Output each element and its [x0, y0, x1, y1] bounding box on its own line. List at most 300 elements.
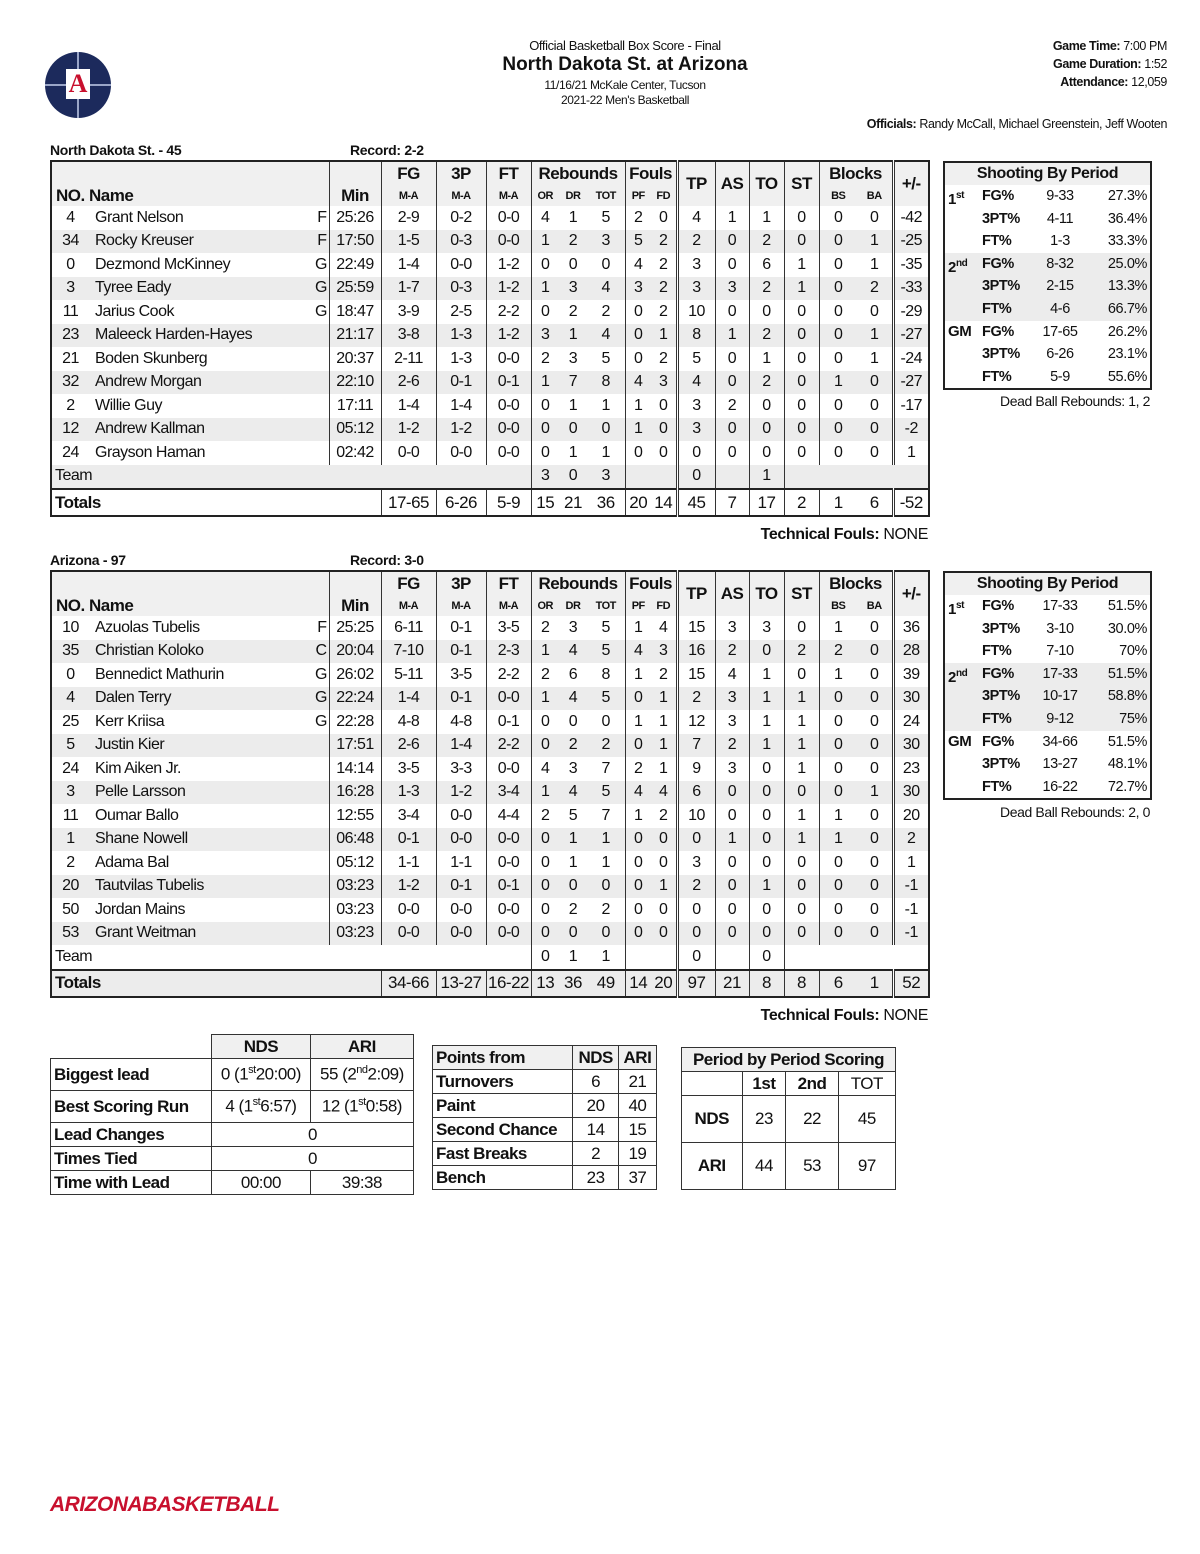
player-tot: 5 — [601, 208, 610, 226]
player-tp: 8 — [677, 324, 715, 348]
player-pm: -42 — [893, 206, 929, 230]
player-name: Grayson Haman — [95, 443, 205, 461]
player-3p: 0-2 — [436, 206, 486, 230]
totals-tot: 36 — [587, 489, 625, 516]
shooting-row — [945, 753, 1150, 776]
shooting-made-attempted: 1-3 — [1050, 233, 1070, 250]
player-to: 6 — [749, 253, 784, 277]
shooting-stat: 3PT% — [982, 278, 1020, 295]
shooting-percent: 75% — [1119, 710, 1147, 727]
totals-dr: 36 — [559, 970, 587, 997]
player-or: 0 — [531, 300, 559, 324]
shooting-stat: FT% — [982, 710, 1012, 727]
player-st: 0 — [784, 300, 819, 324]
technical-fouls-nds — [761, 526, 928, 544]
shooting-row — [945, 685, 1150, 708]
player-fg: 0-0 — [381, 898, 436, 922]
player-no: 21 — [62, 349, 79, 367]
team-dr: 1 — [568, 947, 578, 965]
player-name: Tyree Eady — [89, 277, 315, 301]
player-ba: 1 — [857, 781, 893, 805]
player-pos: G — [315, 712, 327, 730]
player-tot: 5 — [587, 640, 625, 664]
lead-changes-value: 0 — [211, 1123, 413, 1147]
player-ft: 3-4 — [486, 781, 531, 805]
player-tp: 4 — [677, 206, 715, 230]
player-row — [51, 734, 929, 758]
player-3p: 4-8 — [436, 710, 486, 734]
shooting-made-attempted: 4-11 — [1046, 210, 1074, 227]
player-no: 10 — [62, 618, 79, 636]
period-number: 2 — [948, 668, 956, 686]
header-blocks: Blocks — [819, 571, 893, 596]
player-name: Maleeck Harden-Hayes — [89, 324, 315, 348]
player-fg: 3-5 — [381, 757, 436, 781]
player-pm: 30 — [893, 781, 929, 805]
shooting-stat: FG% — [982, 733, 1014, 750]
player-no: 23 — [51, 324, 89, 348]
shooting-stat: 3PT% — [982, 620, 1020, 637]
points-from-value: 37 — [618, 1166, 656, 1190]
player-fg: 2-6 — [381, 371, 436, 395]
player-st: 1 — [784, 687, 819, 711]
team-record-ari: Record: 3-0 — [350, 552, 424, 568]
shooting-percent: 30.0% — [1107, 620, 1147, 637]
player-tp: 3 — [677, 394, 715, 418]
points-from-header-cell: NDS — [573, 1046, 618, 1070]
points-from-value: 2 — [573, 1142, 618, 1166]
player-st: 0 — [784, 875, 819, 899]
player-bs: 0 — [819, 757, 857, 781]
header-nds: NDS — [211, 1035, 310, 1059]
player-ft: 0-0 — [486, 394, 531, 418]
player-fd: 0 — [651, 828, 677, 852]
team-tot: 3 — [587, 465, 625, 490]
player-to: 0 — [749, 828, 784, 852]
officials-names: Randy McCall, Michael Greenstein, Jeff Wooten — [919, 117, 1167, 131]
player-pos: G — [315, 687, 329, 711]
technical-fouls-ari — [761, 1007, 928, 1025]
period-scoring-corner — [682, 1072, 743, 1096]
player-pf: 4 — [625, 371, 651, 395]
player-row — [51, 418, 929, 442]
player-pos — [315, 324, 329, 348]
player-to: 1 — [749, 687, 784, 711]
player-no: 12 — [51, 418, 89, 442]
header-rebounds: Rebounds — [531, 161, 625, 186]
player-ba: 0 — [857, 734, 893, 758]
player-as: 1 — [715, 206, 749, 230]
box-score-table-nds — [50, 160, 930, 517]
shooting-period — [945, 708, 982, 731]
player-pos — [315, 757, 329, 781]
player-pm: -35 — [893, 253, 929, 277]
player-as: 1 — [715, 324, 749, 348]
player-st: 0 — [784, 418, 819, 442]
time-with-lead-ari: 39:38 — [310, 1171, 413, 1195]
header-name: Name — [89, 161, 329, 206]
player-tp: 7 — [677, 734, 715, 758]
player-ft: 0-1 — [486, 371, 531, 395]
team-tp: 0 — [677, 465, 715, 490]
player-pm: 1 — [893, 441, 929, 465]
player-st: 0 — [784, 616, 819, 640]
player-or: 0 — [531, 898, 559, 922]
player-name: Azuolas Tubelis — [95, 618, 200, 636]
player-as: 0 — [715, 347, 749, 371]
player-to: 2 — [749, 230, 784, 254]
shooting-made-attempted: 9-33 — [1046, 188, 1074, 204]
player-pm: -17 — [893, 394, 929, 418]
player-tot: 0 — [587, 922, 625, 946]
period-suffix: st — [955, 600, 965, 611]
player-to: 1 — [749, 347, 784, 371]
player-3p: 3-3 — [436, 757, 486, 781]
header-blocks: Blocks — [819, 161, 893, 186]
player-pos — [315, 371, 329, 395]
player-ft: 0-1 — [486, 710, 531, 734]
player-no: 11 — [62, 302, 79, 320]
shooting-percent: 51.5% — [1107, 665, 1147, 682]
shooting-period — [945, 343, 982, 366]
totals-or: 13 — [531, 970, 559, 997]
player-fd: 2 — [659, 255, 668, 273]
player-fg: 1-7 — [381, 277, 436, 301]
player-fd: 2 — [651, 277, 677, 301]
team-fouls-empty — [625, 465, 677, 490]
player-as: 0 — [715, 371, 749, 395]
best-run-label: Best Scoring Run — [51, 1091, 212, 1123]
header-ft-ma: M-A — [486, 186, 531, 206]
player-as: 0 — [715, 230, 749, 254]
game-time: 7:00 PM — [1123, 39, 1167, 53]
player-min: 22:49 — [329, 253, 381, 277]
player-min: 25:59 — [329, 277, 381, 301]
shooting-row — [945, 663, 1150, 686]
header-plus-minus: +/- — [893, 571, 929, 616]
player-min: 03:23 — [329, 875, 381, 899]
player-name: Justin Kier — [89, 734, 315, 758]
shooting-period — [945, 595, 982, 618]
lead-changes-label: Lead Changes — [51, 1123, 212, 1147]
player-tp: 0 — [677, 441, 715, 465]
player-3p: 0-1 — [436, 371, 486, 395]
player-to: 3 — [749, 616, 784, 640]
player-ba: 0 — [870, 665, 879, 683]
player-3p: 0-0 — [436, 922, 486, 946]
points-from-value: 15 — [618, 1118, 656, 1142]
shooting-made-attempted: 16-22 — [1042, 778, 1078, 795]
player-or: 0 — [531, 734, 559, 758]
player-or: 1 — [531, 371, 559, 395]
player-dr: 2 — [559, 734, 587, 758]
shooting-stat: FT% — [982, 368, 1012, 385]
header-3p-ma: M-A — [436, 596, 486, 616]
player-st: 0 — [784, 230, 819, 254]
player-no: 50 — [62, 900, 79, 918]
totals-pf: 14 — [625, 970, 651, 997]
player-tp: 10 — [677, 804, 715, 828]
player-or: 0 — [531, 922, 559, 946]
totals-3p: 13-27 — [436, 970, 486, 997]
player-fd: 2 — [659, 349, 668, 367]
player-row — [51, 851, 929, 875]
shooting-row — [945, 618, 1150, 641]
player-as: 0 — [715, 875, 749, 899]
season: 2021-22 Men's Basketball — [560, 93, 690, 107]
player-ft: 0-0 — [486, 757, 531, 781]
player-pf: 4 — [625, 781, 651, 805]
team-tot: 1 — [601, 947, 610, 965]
player-pf: 1 — [625, 710, 651, 734]
shooting-period — [945, 230, 982, 253]
player-as: 3 — [715, 757, 749, 781]
period-score: 45 — [838, 1096, 895, 1143]
player-fg: 1-4 — [381, 253, 436, 277]
player-to: 0 — [749, 898, 784, 922]
totals-dr: 21 — [559, 489, 587, 516]
player-row — [51, 253, 929, 277]
shooting-percent: 58.8% — [1107, 688, 1147, 705]
player-name: Christian Koloko — [89, 640, 315, 664]
player-pf: 1 — [625, 394, 651, 418]
player-row — [51, 640, 929, 664]
player-name: Andrew Morgan — [89, 371, 315, 395]
points-from-table — [432, 1045, 657, 1190]
text: 2:09) — [367, 1064, 404, 1084]
player-as: 0 — [715, 922, 749, 946]
period-scoring-row — [682, 1096, 896, 1143]
player-pos — [315, 781, 329, 805]
player-ft: 4-4 — [486, 804, 531, 828]
points-from-label: Fast Breaks — [433, 1142, 573, 1166]
player-min: 20:37 — [329, 347, 381, 371]
player-min: 05:12 — [329, 418, 381, 442]
shooting-made-attempted: 5-9 — [1050, 368, 1070, 385]
player-row — [51, 687, 929, 711]
player-dr: 1 — [568, 443, 578, 461]
player-min: 05:12 — [329, 851, 381, 875]
shooting-row — [945, 321, 1150, 344]
player-fg: 0-1 — [381, 828, 436, 852]
player-dr: 7 — [559, 371, 587, 395]
player-as: 1 — [715, 828, 749, 852]
player-st: 0 — [784, 898, 819, 922]
player-3p: 1-4 — [436, 734, 486, 758]
player-3p: 0-3 — [436, 277, 486, 301]
player-pos — [315, 922, 329, 946]
player-fd: 4 — [659, 618, 668, 636]
player-fg: 1-2 — [381, 875, 436, 899]
shooting-made-attempted: 10-17 — [1042, 688, 1078, 705]
player-pm: -1 — [893, 922, 929, 946]
player-fd: 1 — [659, 759, 668, 777]
player-ft: 0-0 — [486, 922, 531, 946]
shooting-percent: 72.7% — [1107, 778, 1147, 795]
player-tot: 0 — [601, 712, 610, 730]
shooting-percent: 23.1% — [1107, 346, 1147, 363]
player-fg: 0-0 — [381, 922, 436, 946]
header-no: NO. — [51, 161, 89, 206]
points-from-row — [433, 1070, 657, 1094]
points-from-row — [433, 1094, 657, 1118]
player-as: 4 — [715, 663, 749, 687]
team-record-nds: Record: 2-2 — [350, 142, 424, 158]
shooting-row — [945, 640, 1150, 663]
header-fg: FG — [381, 571, 436, 596]
text: st — [248, 1064, 256, 1077]
period-header: 1st — [742, 1072, 786, 1096]
player-pm: -2 — [893, 418, 929, 442]
player-fg: 1-1 — [381, 851, 436, 875]
player-tot: 0 — [587, 418, 625, 442]
player-3p: 0-1 — [436, 616, 486, 640]
dead-ball-rebounds-ari: Dead Ball Rebounds: 2, 0 — [1000, 804, 1150, 820]
totals-bs: 6 — [819, 970, 857, 997]
player-to: 0 — [749, 418, 784, 442]
team-as-empty — [715, 465, 749, 490]
team-label: Team — [55, 947, 93, 965]
shooting-percent: 55.6% — [1107, 368, 1147, 385]
period-team: ARI — [682, 1143, 743, 1190]
player-pf: 4 — [625, 640, 651, 664]
player-to: 1 — [749, 663, 784, 687]
header-ari: ARI — [310, 1035, 413, 1059]
header-fg-ma: M-A — [381, 186, 436, 206]
decoration — [51, 161, 929, 186]
header-dr: DR — [559, 596, 587, 616]
technical-fouls-label: Technical Fouls: — [760, 526, 880, 543]
header-ft: FT — [486, 161, 531, 186]
player-tp: 6 — [677, 781, 715, 805]
player-fg: 1-5 — [381, 230, 436, 254]
player-tot: 5 — [601, 349, 610, 367]
player-no: 4 — [51, 687, 89, 711]
player-name: Adama Bal — [95, 853, 169, 871]
player-as: 3 — [715, 616, 749, 640]
player-3p: 0-0 — [436, 253, 486, 277]
report-subtitle: Official Basketball Box Score - Final — [529, 38, 721, 53]
totals-to: 17 — [749, 489, 784, 516]
shooting-stat: FT% — [982, 643, 1012, 660]
player-fd: 2 — [659, 806, 668, 824]
player-st: 1 — [784, 828, 819, 852]
period-scoring-title-row — [682, 1048, 896, 1072]
player-bs: 0 — [819, 922, 857, 946]
shooting-period: GM — [948, 322, 972, 340]
totals-label: Totals — [51, 489, 381, 516]
points-from-header — [433, 1046, 657, 1070]
player-ft: 0-0 — [486, 828, 531, 852]
player-3p: 1-3 — [436, 347, 486, 371]
shooting-percent: 13.3% — [1107, 278, 1147, 295]
period-score: 44 — [742, 1143, 786, 1190]
player-bs: 1 — [819, 616, 857, 640]
player-no: 11 — [62, 806, 79, 824]
header-bs: BS — [819, 596, 857, 616]
shooting-made-attempted: 34-66 — [1042, 733, 1078, 750]
box-score-table-ari — [50, 570, 930, 998]
player-st: 0 — [784, 781, 819, 805]
decoration — [1053, 55, 1167, 73]
player-pf: 0 — [625, 300, 651, 324]
player-row — [51, 828, 929, 852]
player-dr: 1 — [559, 828, 587, 852]
player-bs: 0 — [819, 277, 857, 301]
player-name: Kerr Kriisa — [95, 712, 165, 730]
player-name: Jarius Cook — [95, 302, 174, 320]
player-bs: 0 — [819, 394, 857, 418]
player-or: 2 — [531, 616, 559, 640]
points-from-header-cell: Points from — [433, 1046, 573, 1070]
header-tp: TP — [677, 161, 715, 206]
player-to: 1 — [749, 734, 784, 758]
period-suffix: nd — [955, 667, 968, 679]
player-3p: 0-3 — [436, 230, 486, 254]
player-no: 20 — [51, 875, 89, 899]
player-or: 2 — [531, 804, 559, 828]
player-pos — [315, 875, 329, 899]
player-name: Shane Nowell — [89, 828, 315, 852]
totals-pf: 20 — [625, 489, 651, 516]
player-pf: 1 — [625, 616, 651, 640]
header-bs: BS — [819, 186, 857, 206]
player-tp: 12 — [677, 710, 715, 734]
player-or: 1 — [531, 640, 559, 664]
player-name: Tautvilas Tubelis — [89, 875, 315, 899]
shooting-percent: 51.5% — [1107, 598, 1147, 614]
player-pm: 28 — [893, 640, 929, 664]
player-fd: 1 — [659, 712, 668, 730]
player-ft: 2-2 — [486, 300, 531, 324]
shooting-period — [945, 776, 982, 799]
player-tot: 2 — [601, 302, 610, 320]
player-min: 20:04 — [329, 640, 381, 664]
player-or: 2 — [531, 663, 559, 687]
shooting-period — [945, 253, 982, 276]
header-pf: PF — [625, 186, 651, 206]
player-st: 1 — [784, 757, 819, 781]
shooting-period — [945, 275, 982, 298]
shooting-title: Shooting By Period — [945, 163, 1150, 185]
player-pm: -25 — [893, 230, 929, 254]
player-fd: 0 — [659, 396, 668, 414]
player-dr: 2 — [559, 230, 587, 254]
player-bs: 1 — [819, 828, 857, 852]
header-fg: FG — [381, 161, 436, 186]
player-to: 0 — [749, 300, 784, 324]
player-pos — [315, 734, 329, 758]
player-dr: 0 — [559, 922, 587, 946]
player-pm: 39 — [893, 663, 929, 687]
header-fg-ma: M-A — [381, 596, 436, 616]
player-as: 0 — [715, 851, 749, 875]
player-name: Boden Skunberg — [95, 349, 208, 367]
player-pf: 0 — [625, 734, 651, 758]
player-tot: 4 — [587, 324, 625, 348]
player-as: 0 — [715, 898, 749, 922]
player-st: 0 — [784, 371, 819, 395]
arizona-logo — [45, 52, 111, 118]
player-row — [51, 371, 929, 395]
player-row — [51, 206, 929, 230]
biggest-lead-nds — [211, 1059, 310, 1091]
team-as-empty — [715, 945, 749, 970]
player-or: 0 — [531, 394, 559, 418]
shooting-made-attempted: 17-65 — [1042, 323, 1078, 340]
player-bs: 0 — [819, 253, 857, 277]
player-fd: 2 — [659, 665, 668, 683]
